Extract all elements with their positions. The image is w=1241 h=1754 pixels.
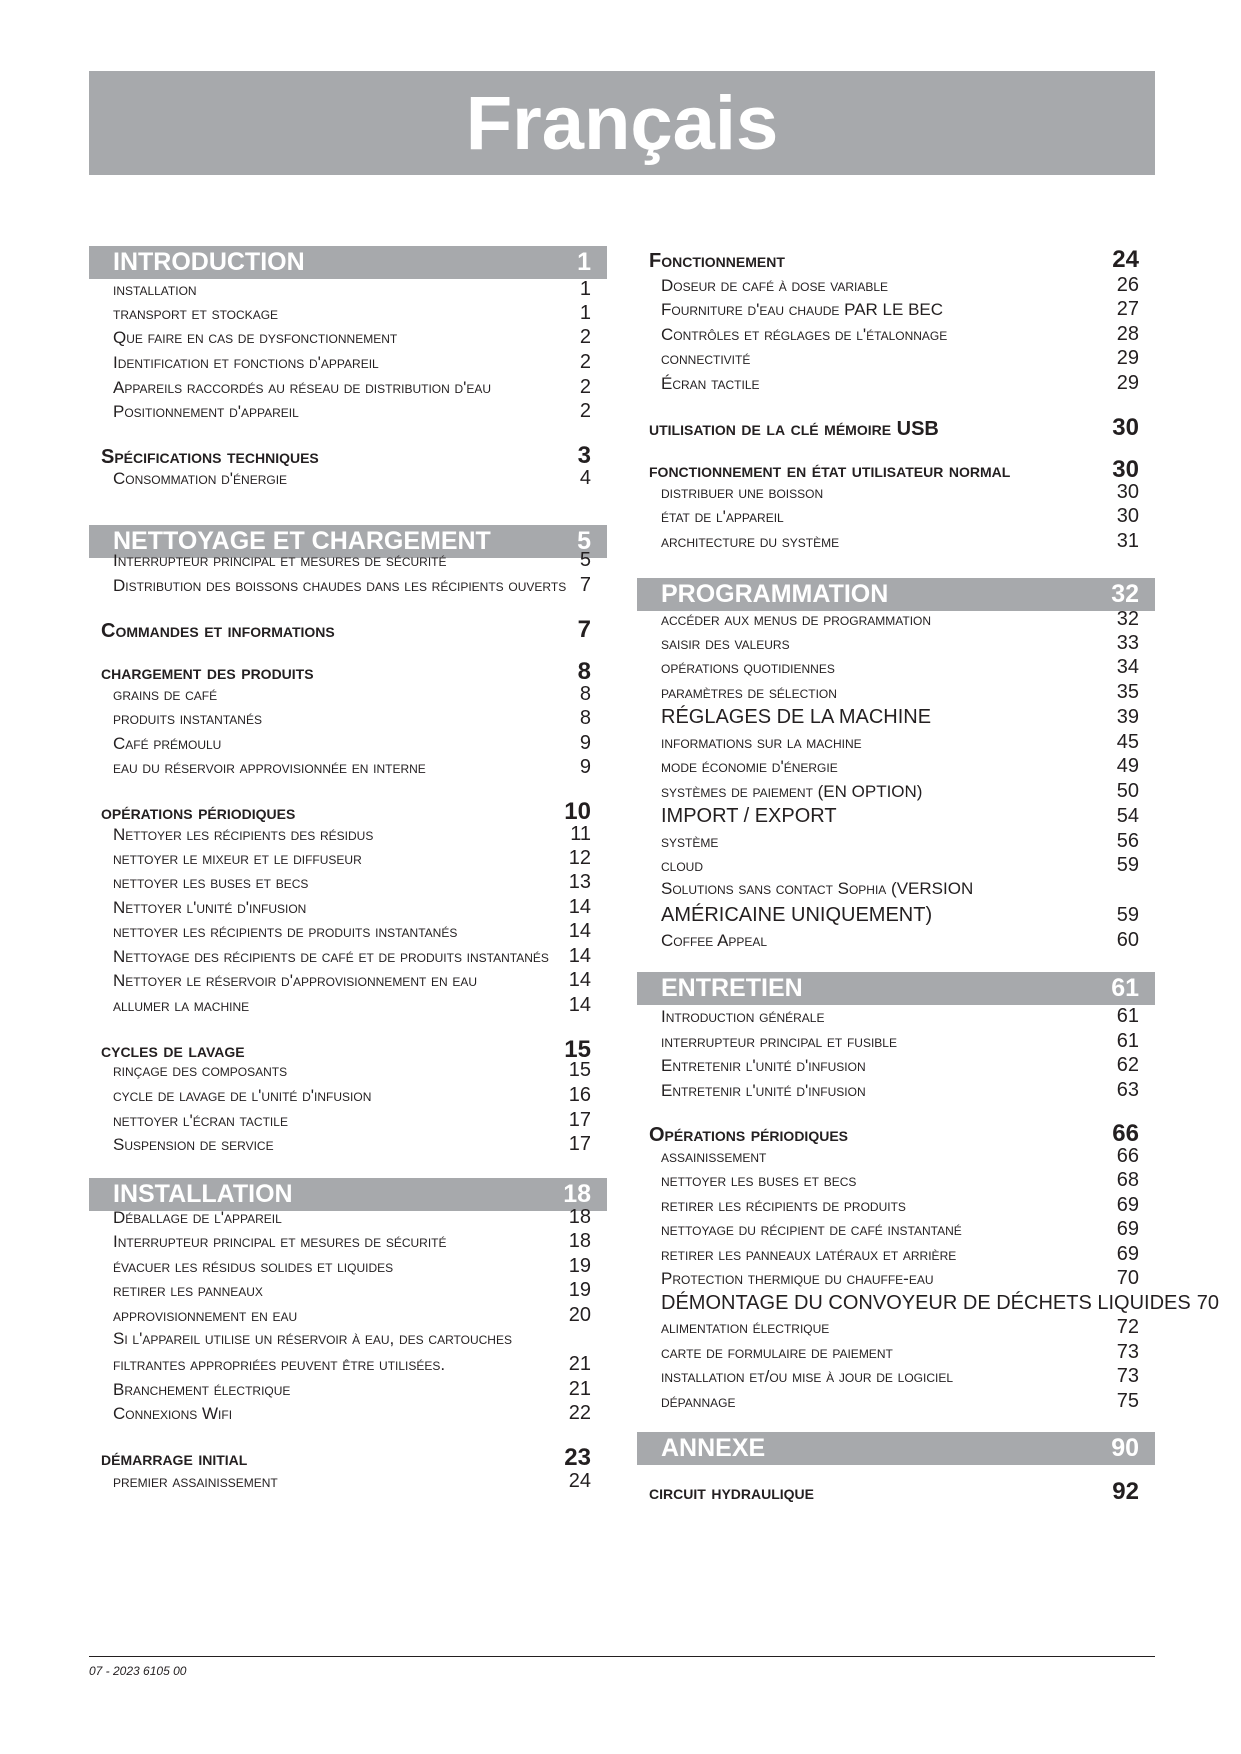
toc-entry-retirer-les-recipients-de-produits[interactable] xyxy=(637,1194,1155,1217)
toc-page-number: 90 xyxy=(1111,1434,1139,1462)
toc-entry-label: Coffee Appeal xyxy=(661,931,768,950)
toc-entry-cloud[interactable] xyxy=(637,854,1155,877)
toc-entry-label: cycle de lavage de l'unité d'infusion xyxy=(113,1086,372,1105)
toc-heading-operations-periodiques[interactable] xyxy=(637,1120,1155,1148)
toc-page-number: 8 xyxy=(579,683,591,705)
toc-entry-label: Contrôles et réglages de l'étalonnage xyxy=(661,325,948,344)
toc-page-number: 59 xyxy=(1116,854,1139,876)
toc-entry-label: état de l'appareil xyxy=(661,507,784,526)
toc-entry-label: architecture du système xyxy=(661,532,840,551)
toc-entry-label: Déballage de l'appareil xyxy=(113,1208,282,1227)
toc-entry-label: chargement des produits xyxy=(101,662,314,684)
toc-entry-americaine-uniquement[interactable] xyxy=(637,904,1155,927)
toc-entry-si-l-appareil-utilise-un-reservoir-a-eau-des-cartouches[interactable] xyxy=(89,1329,607,1349)
toc-entry-label: cloud xyxy=(661,856,704,875)
toc-page-number: 14 xyxy=(568,896,591,918)
toc-page-number: 20 xyxy=(568,1304,591,1326)
toc-entry-retirer-les-panneaux-lateraux-et-arriere[interactable] xyxy=(637,1243,1155,1266)
toc-entry-label: nettoyage du récipient de café instantané xyxy=(661,1220,962,1239)
toc-page-number: 2 xyxy=(579,351,591,373)
toc-page-number: 73 xyxy=(1116,1341,1139,1363)
toc-page-number: 49 xyxy=(1116,755,1139,777)
toc-page-number: 60 xyxy=(1116,929,1139,951)
toc-entry-label: démarrage initial xyxy=(101,1448,248,1470)
toc-entry-nettoyer-le-reservoir-d-approvisionnement-en-eau[interactable] xyxy=(89,969,607,992)
toc-entry-cafe-premoulu[interactable] xyxy=(89,732,607,755)
toc-page-number: 34 xyxy=(1116,656,1139,678)
toc-page-number: 24 xyxy=(568,1470,591,1492)
toc-entry-interrupteur-principal-et-mesures-de-securite[interactable] xyxy=(89,549,607,572)
toc-entry-doseur-de-cafe-a-dose-variable[interactable] xyxy=(637,274,1155,297)
toc-entry-label: informations sur la machine xyxy=(661,733,862,752)
toc-page-number: 16 xyxy=(568,1084,591,1106)
toc-page-number: 24 xyxy=(1112,246,1139,273)
toc-entry-protection-thermique-du-chauffe-eau[interactable] xyxy=(637,1267,1155,1290)
toc-page-number: 1 xyxy=(577,248,591,276)
toc-entry-reglages-de-la-machine[interactable] xyxy=(637,706,1155,729)
toc-page-number: 8 xyxy=(577,658,591,685)
toc-entry-label: IMPORT / EXPORT xyxy=(661,805,837,827)
toc-page-number: 70 xyxy=(1196,1292,1219,1314)
toc-page-number: 73 xyxy=(1116,1365,1139,1387)
toc-heading-fonctionnement[interactable] xyxy=(637,246,1155,274)
toc-page-number: 32 xyxy=(1111,580,1139,608)
toc-page-number: 11 xyxy=(570,823,591,845)
toc-entry-label: fonctionnement en état utilisateur normal xyxy=(649,460,1011,482)
toc-entry-label: retirer les récipients de produits xyxy=(661,1196,906,1215)
toc-page-number: 66 xyxy=(1112,1120,1139,1147)
toc-entry-eau-du-reservoir-approvisionnee-en-interne[interactable] xyxy=(89,756,607,779)
toc-entry-label: installation et/ou mise à jour de logiciel xyxy=(661,1367,953,1386)
toc-page-number: 35 xyxy=(1116,681,1139,703)
toc-page-number: 72 xyxy=(1116,1316,1139,1338)
toc-page-number: 61 xyxy=(1116,1005,1139,1027)
toc-page-number: 7 xyxy=(579,574,591,596)
toc-entry-installation[interactable] xyxy=(89,278,607,301)
toc-entry-label: Doseur de café à dose variable xyxy=(661,276,889,295)
toc-entry-label: retirer les panneaux xyxy=(113,1281,263,1300)
toc-entry-label: utilisation de la clé mémoire USB xyxy=(649,418,939,440)
toc-page-number: 59 xyxy=(1116,904,1139,926)
toc-page-number: 32 xyxy=(1116,608,1139,630)
toc-heading-operations-periodiques[interactable] xyxy=(89,798,607,826)
toc-section-band-annexe[interactable] xyxy=(637,1432,1155,1465)
toc-page-number: 31 xyxy=(1116,530,1139,552)
toc-page-number: 26 xyxy=(1116,274,1139,296)
toc-page-number: 13 xyxy=(568,871,591,893)
toc-entry-controles-et-reglages-de-l-etalonnage[interactable] xyxy=(637,323,1155,346)
toc-page-number: 66 xyxy=(1116,1145,1139,1167)
toc-page-number: 61 xyxy=(1111,974,1139,1002)
toc-entry-nettoyer-les-buses-et-becs[interactable] xyxy=(89,871,607,894)
toc-entry-label: INSTALLATION xyxy=(113,1180,293,1208)
toc-page-number: 19 xyxy=(568,1279,591,1301)
toc-entry-label: assainissement xyxy=(661,1147,767,1166)
toc-entry-solutions-sans-contact-sophia-version[interactable] xyxy=(637,879,1155,899)
toc-page-number: 61 xyxy=(1116,1030,1139,1052)
toc-entry-depannage[interactable] xyxy=(637,1390,1155,1413)
toc-page-number: 63 xyxy=(1116,1079,1139,1101)
toc-entry-identification-et-fonctions-d-appareil[interactable] xyxy=(89,351,607,374)
toc-entry-label: système xyxy=(661,832,719,851)
toc-page-number: 3 xyxy=(577,442,591,469)
toc-entry-nettoyer-l-ecran-tactile[interactable] xyxy=(89,1109,607,1132)
toc-entry-label: ANNEXE xyxy=(661,1434,766,1462)
toc-entry-label: Si l'appareil utilise un réservoir à eau, des cartouches xyxy=(113,1329,512,1348)
toc-entry-label: ENTRETIEN xyxy=(661,974,803,1002)
toc-entry-label: Café prémoulu xyxy=(113,734,222,753)
toc-entry-label: DÉMONTAGE DU CONVOYEUR DE DÉCHETS LIQUIDES xyxy=(661,1292,1191,1314)
toc-entry-saisir-des-valeurs[interactable] xyxy=(637,632,1155,655)
toc-entry-label: Commandes et informations xyxy=(101,620,335,642)
toc-entry-label: Spécifications techniques xyxy=(101,446,319,468)
toc-page-number: 29 xyxy=(1116,372,1139,394)
toc-entry-label: Nettoyer le réservoir d'approvisionnement en eau xyxy=(113,971,478,990)
toc-entry-label: Opérations périodiques xyxy=(649,1124,848,1146)
toc-entry-label: nettoyer les buses et becs xyxy=(113,873,309,892)
toc-page-number: 12 xyxy=(568,847,591,869)
toc-page-number: 18 xyxy=(563,1180,591,1208)
toc-entry-label: nettoyer le mixeur et le diffuseur xyxy=(113,849,362,868)
toc-entry-entretenir-l-unite-d-infusion[interactable] xyxy=(637,1054,1155,1077)
toc-page-number: 5 xyxy=(579,549,591,571)
toc-entry-positionnement-d-appareil[interactable] xyxy=(89,400,607,423)
toc-entry-nettoyer-les-buses-et-becs[interactable] xyxy=(637,1169,1155,1192)
toc-entry-nettoyer-le-mixeur-et-le-diffuseur[interactable] xyxy=(89,847,607,870)
toc-page-number: 30 xyxy=(1112,414,1139,441)
toc-page-number: 18 xyxy=(568,1230,591,1252)
toc-page-number: 15 xyxy=(564,1036,591,1063)
toc-entry-rincage-des-composants[interactable] xyxy=(89,1059,607,1082)
toc-entry-label: Interrupteur principal et mesures de sécurité xyxy=(113,551,447,570)
toc-heading-commandes-et-informations[interactable] xyxy=(89,616,607,644)
toc-entry-label: allumer la machine xyxy=(113,996,250,1015)
footer-document-code: 07 - 2023 6105 00 xyxy=(89,1664,187,1678)
toc-entry-label: nettoyer les buses et becs xyxy=(661,1171,857,1190)
toc-section-band-introduction[interactable] xyxy=(89,246,607,279)
toc-entry-label: transport et stockage xyxy=(113,304,279,323)
toc-page-number: 15 xyxy=(568,1059,591,1081)
toc-page-number: 7 xyxy=(577,616,591,643)
toc-entry-label: Solutions sans contact Sophia (VERSION xyxy=(661,879,974,898)
toc-entry-demontage-du-convoyeur-de-dechets-liquides[interactable] xyxy=(637,1292,1219,1315)
toc-page-number: 19 xyxy=(568,1255,591,1277)
toc-page-number: 18 xyxy=(568,1206,591,1228)
toc-entry-label: accéder aux menus de programmation xyxy=(661,610,932,629)
toc-heading-specifications-techniques[interactable] xyxy=(89,442,607,470)
toc-entry-label: retirer les panneaux latéraux et arrière xyxy=(661,1245,957,1264)
toc-entry-label: premier assainissement xyxy=(113,1472,278,1491)
toc-entry-nettoyer-les-recipients-de-produits-instantanes[interactable] xyxy=(89,920,607,943)
toc-entry-label: circuit hydraulique xyxy=(649,1482,814,1504)
toc-entry-branchement-electrique[interactable] xyxy=(89,1378,607,1401)
toc-page-number: 14 xyxy=(568,920,591,942)
toc-entry-label: PROGRAMMATION xyxy=(661,580,889,608)
toc-entry-label: Branchement électrique xyxy=(113,1380,291,1399)
toc-page-number: 62 xyxy=(1116,1054,1139,1076)
toc-page-number: 68 xyxy=(1116,1169,1139,1191)
toc-entry-coffee-appeal[interactable] xyxy=(637,929,1155,952)
toc-entry-label: nettoyer l'écran tactile xyxy=(113,1111,288,1130)
toc-entry-label: mode économie d'énergie xyxy=(661,757,838,776)
toc-page-number: 23 xyxy=(564,1444,591,1471)
toc-entry-connectivite[interactable] xyxy=(637,347,1155,370)
toc-page-number: 30 xyxy=(1116,481,1139,503)
toc-entry-label: opérations périodiques xyxy=(101,802,296,824)
toc-page-number: 29 xyxy=(1116,347,1139,369)
toc-entry-label: Fonctionnement xyxy=(649,250,785,272)
toc-entry-introduction-generale[interactable] xyxy=(637,1005,1155,1028)
toc-entry-label: Suspension de service xyxy=(113,1135,274,1154)
footer-divider xyxy=(89,1656,1155,1657)
toc-entry-distribution-des-boissons-chaudes-dans-les-recipients-ouverts[interactable] xyxy=(89,574,607,597)
toc-entry-informations-sur-la-machine[interactable] xyxy=(637,731,1155,754)
toc-entry-label: Identification et fonctions d'appareil xyxy=(113,353,379,372)
toc-page-number: 21 xyxy=(568,1378,591,1400)
toc-entry-label: Nettoyage des récipients de café et de produits instantanés xyxy=(113,947,549,966)
toc-entry-deballage-de-l-appareil[interactable] xyxy=(89,1206,607,1229)
toc-entry-label: Interrupteur principal et mesures de sécurité xyxy=(113,1232,447,1251)
toc-entry-connexions-wifi[interactable] xyxy=(89,1402,607,1425)
toc-entry-label: filtrantes appropriées peuvent être utilisées. xyxy=(113,1355,446,1374)
toc-entry-premier-assainissement[interactable] xyxy=(89,1470,607,1493)
toc-entry-label: INTRODUCTION xyxy=(113,248,305,276)
toc-entry-label: opérations quotidiennes xyxy=(661,658,835,677)
toc-entry-ecran-tactile[interactable] xyxy=(637,372,1155,395)
toc-page-number: 75 xyxy=(1116,1390,1139,1412)
toc-page-number: 4 xyxy=(579,467,591,489)
toc-entry-label: carte de formulaire de paiement xyxy=(661,1343,893,1362)
toc-entry-acceder-aux-menus-de-programmation[interactable] xyxy=(637,608,1155,631)
document-title: Français xyxy=(89,71,1155,175)
toc-heading-chargement-des-produits[interactable] xyxy=(89,658,607,686)
toc-entry-label: grains de café xyxy=(113,685,218,704)
toc-page-number: 9 xyxy=(579,732,591,754)
toc-entry-label: installation xyxy=(113,280,197,299)
toc-entry-label: Appareils raccordés au réseau de distribution d'eau xyxy=(113,378,492,397)
toc-entry-alimentation-electrique[interactable] xyxy=(637,1316,1155,1339)
toc-entry-interrupteur-principal-et-fusible[interactable] xyxy=(637,1030,1155,1053)
toc-page-number: 8 xyxy=(579,707,591,729)
toc-entry-produits-instantanes[interactable] xyxy=(89,707,607,730)
toc-page-number: 5 xyxy=(577,527,591,555)
toc-page-number: 22 xyxy=(568,1402,591,1424)
toc-entry-nettoyer-les-recipients-des-residus[interactable] xyxy=(89,823,607,846)
toc-page-number: 1 xyxy=(579,278,591,300)
toc-entry-retirer-les-panneaux[interactable] xyxy=(89,1279,607,1302)
toc-page-number: 21 xyxy=(568,1353,591,1375)
toc-page-number: 70 xyxy=(1116,1267,1139,1289)
toc-page-number: 17 xyxy=(568,1133,591,1155)
toc-entry-label: nettoyer les récipients de produits instantanés xyxy=(113,922,458,941)
toc-page-number: 54 xyxy=(1116,805,1139,827)
toc-entry-label: Entretenir l'unité d'infusion xyxy=(661,1081,866,1100)
toc-page-number: 30 xyxy=(1116,505,1139,527)
toc-entry-distribuer-une-boisson[interactable] xyxy=(637,481,1155,504)
toc-entry-label: Écran tactile xyxy=(661,374,760,393)
toc-entry-label: alimentation électrique xyxy=(661,1318,830,1337)
toc-entry-installation-et-ou-mise-a-jour-de-logiciel[interactable] xyxy=(637,1365,1155,1388)
toc-heading-utilisation-de-la-cle-memoire-usb[interactable] xyxy=(637,414,1155,442)
toc-page-number: 50 xyxy=(1116,780,1139,802)
toc-entry-label: Fourniture d'eau chaude PAR LE BEC xyxy=(661,300,944,319)
toc-entry-nettoyage-du-recipient-de-cafe-instantane[interactable] xyxy=(637,1218,1155,1241)
toc-page-number: 69 xyxy=(1116,1243,1139,1265)
toc-page-number: 14 xyxy=(568,945,591,967)
toc-page-number: 33 xyxy=(1116,632,1139,654)
toc-entry-import-export[interactable] xyxy=(637,805,1155,828)
toc-entry-operations-quotidiennes[interactable] xyxy=(637,656,1155,679)
toc-page-number: 1 xyxy=(579,302,591,324)
toc-heading-fonctionnement-en-etat-utilisateur-normal[interactable] xyxy=(637,456,1155,484)
toc-entry-label: systèmes de paiement (EN OPTION) xyxy=(661,782,923,801)
toc-page-number: 28 xyxy=(1116,323,1139,345)
toc-entry-evacuer-les-residus-solides-et-liquides[interactable] xyxy=(89,1255,607,1278)
toc-entry-fourniture-d-eau-chaude-par-le-bec[interactable] xyxy=(637,298,1155,321)
toc-entry-label: Nettoyer l'unité d'infusion xyxy=(113,898,307,917)
toc-entry-label: RÉGLAGES DE LA MACHINE xyxy=(661,706,932,728)
toc-entry-parametres-de-selection[interactable] xyxy=(637,681,1155,704)
toc-entry-consommation-d-energie[interactable] xyxy=(89,467,607,490)
toc-entry-label: Introduction générale xyxy=(661,1007,825,1026)
toc-page-number: 2 xyxy=(579,400,591,422)
toc-page-number: 69 xyxy=(1116,1194,1139,1216)
toc-entry-filtrantes-appropriees-peuvent-etre-utilisees[interactable] xyxy=(89,1353,607,1376)
toc-page-number: 14 xyxy=(568,969,591,991)
toc-entry-label: interrupteur principal et fusible xyxy=(661,1032,897,1051)
toc-entry-label: Nettoyer les récipients des résidus xyxy=(113,825,374,844)
toc-page-number: 27 xyxy=(1116,298,1139,320)
toc-entry-mode-economie-d-energie[interactable] xyxy=(637,755,1155,778)
toc-page-number: 2 xyxy=(579,326,591,348)
toc-entry-label: Entretenir l'unité d'infusion xyxy=(661,1056,866,1075)
toc-entry-label: NETTOYAGE ET CHARGEMENT xyxy=(113,527,491,555)
toc-entry-allumer-la-machine[interactable] xyxy=(89,994,607,1017)
toc-entry-nettoyer-l-unite-d-infusion[interactable] xyxy=(89,896,607,919)
toc-section-band-entretien[interactable] xyxy=(637,972,1155,1005)
toc-entry-cycle-de-lavage-de-l-unite-d-infusion[interactable] xyxy=(89,1084,607,1107)
toc-entry-label: connectivité xyxy=(661,349,751,368)
toc-entry-architecture-du-systeme[interactable] xyxy=(637,530,1155,553)
toc-entry-label: Distribution des boissons chaudes dans les récipients ouverts xyxy=(113,576,567,595)
toc-entry-label: Consommation d'énergie xyxy=(113,469,288,488)
toc-entry-carte-de-formulaire-de-paiement[interactable] xyxy=(637,1341,1155,1364)
toc-entry-label: approvisionnement en eau xyxy=(113,1306,298,1325)
toc-entry-suspension-de-service[interactable] xyxy=(89,1133,607,1156)
toc-entry-entretenir-l-unite-d-infusion[interactable] xyxy=(637,1079,1155,1102)
toc-page-number: 14 xyxy=(568,994,591,1016)
toc-page-number: 39 xyxy=(1116,706,1139,728)
toc-entry-systemes-de-paiement-en-option[interactable] xyxy=(637,780,1155,803)
toc-page-number: 17 xyxy=(568,1109,591,1131)
toc-entry-systeme[interactable] xyxy=(637,830,1155,853)
toc-entry-nettoyage-des-recipients-de-cafe-et-de-produits-instantanes[interactable] xyxy=(89,945,607,968)
toc-entry-label: Positionnement d'appareil xyxy=(113,402,299,421)
toc-entry-label: distribuer une boisson xyxy=(661,483,824,502)
toc-entry-appareils-raccordes-au-reseau-de-distribution-d-eau[interactable] xyxy=(89,376,607,399)
toc-entry-etat-de-l-appareil[interactable] xyxy=(637,505,1155,528)
toc-entry-label: rinçage des composants xyxy=(113,1061,288,1080)
toc-entry-approvisionnement-en-eau[interactable] xyxy=(89,1304,607,1327)
toc-section-band-programmation[interactable] xyxy=(637,578,1155,611)
toc-page-number: 45 xyxy=(1116,731,1139,753)
toc-page-number: 92 xyxy=(1112,1478,1139,1505)
toc-entry-label: AMÉRICAINE UNIQUEMENT) xyxy=(661,904,933,926)
toc-entry-label: cycles de lavage xyxy=(101,1040,245,1062)
toc-entry-label: saisir des valeurs xyxy=(661,634,790,653)
toc-entry-transport-et-stockage[interactable] xyxy=(89,302,607,325)
toc-entry-label: eau du réservoir approvisionnée en interne xyxy=(113,758,426,777)
toc-entry-label: produits instantanés xyxy=(113,709,262,728)
toc-entry-label: paramètres de sélection xyxy=(661,683,837,702)
toc-entry-interrupteur-principal-et-mesures-de-securite[interactable] xyxy=(89,1230,607,1253)
toc-entry-label: Que faire en cas de dysfonctionnement xyxy=(113,328,398,347)
toc-page-number: 10 xyxy=(564,798,591,825)
toc-entry-label: évacuer les résidus solides et liquides xyxy=(113,1257,394,1276)
toc-heading-circuit-hydraulique[interactable] xyxy=(637,1478,1155,1506)
toc-heading-demarrage-initial[interactable] xyxy=(89,1444,607,1472)
toc-entry-label: Protection thermique du chauffe-eau xyxy=(661,1269,934,1288)
toc-page-number: 30 xyxy=(1112,456,1139,483)
toc-entry-label: dépannage xyxy=(661,1392,736,1411)
toc-page-number: 56 xyxy=(1116,830,1139,852)
toc-page-number: 69 xyxy=(1116,1218,1139,1240)
toc-entry-label: Connexions Wifi xyxy=(113,1404,233,1423)
toc-entry-assainissement[interactable] xyxy=(637,1145,1155,1168)
toc-page-number: 2 xyxy=(579,376,591,398)
toc-page-number: 9 xyxy=(579,756,591,778)
toc-entry-que-faire-en-cas-de-dysfonctionnement[interactable] xyxy=(89,326,607,349)
toc-entry-grains-de-cafe[interactable] xyxy=(89,683,607,706)
